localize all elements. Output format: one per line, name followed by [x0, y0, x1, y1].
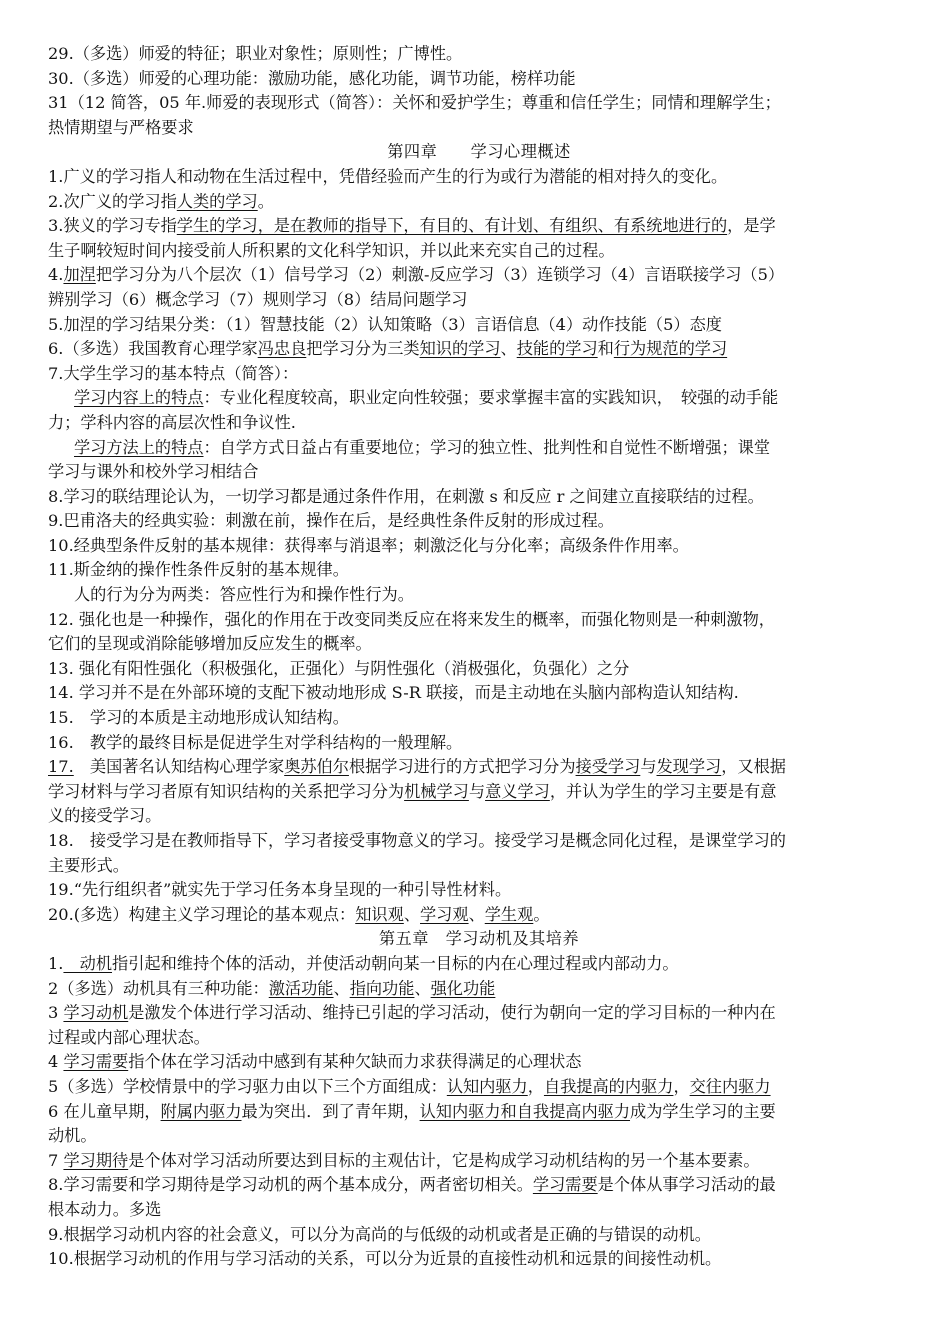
text-line: 3 学习动机是激发个体进行学习活动、维持已引起的学习活动，使行为朝向一定的学习目标的一种内在: [48, 1003, 776, 1023]
text-line: 9.根据学习动机内容的社会意义，可以分为高尚的与低级的动机或者是正确的与错误的动机。: [48, 1224, 711, 1244]
chapter-heading: 第四章 学习心理概述: [387, 142, 571, 162]
underlined-term: 发现学习: [656, 757, 722, 777]
underlined-term: 17.: [48, 757, 74, 777]
underlined-term: 认知内驱力: [446, 1076, 528, 1096]
underlined-term: 学习动机: [63, 1003, 129, 1023]
underlined-term: 附属内驱力: [160, 1101, 242, 1121]
chapter-heading: 第五章 学习动机及其培养: [378, 929, 580, 949]
text-line: 10.根据学习动机的作用与学习活动的关系，可以分为近景的直接性动机和远景的间接性动机。: [48, 1249, 722, 1269]
text-line: 12. 强化也是一种操作，强化的作用在于改变同类反应在将来发生的概率，而强化物则是一种刺激物，: [48, 609, 775, 629]
text-line: 3.狭义的学习专指学生的学习，是在教师的指导下，有目的、有计划、有组织、有系统地进行的，是学: [48, 216, 776, 236]
underlined-term: 指向功能: [349, 978, 415, 998]
underlined-term: 人类的学习: [176, 191, 258, 211]
text-line: 15. 学习的本质是主动地形成认知结构。: [48, 708, 349, 728]
text-line: 5（多选）学校情景中的学习驱力由以下三个方面组成：认知内驱力，自我提高的内驱力，交往内驱力: [48, 1076, 771, 1096]
underlined-term: 认知内驱力和自我提高内驱力: [419, 1101, 631, 1121]
underlined-term: 知识观: [355, 904, 404, 924]
text-line: 2（多选）动机具有三种功能：激活功能、指向功能、强化功能: [48, 978, 496, 998]
text-line: 4 学习需要指个体在学习活动中感到有某种欠缺而力求获得满足的心理状态: [48, 1052, 582, 1072]
text-line: 过程或内部心理状态。: [48, 1027, 210, 1047]
text-line: 4.加涅把学习分为八个层次（1）信号学习（2）刺激-反应学习（3）连锁学习（4）言语联接学习（5）: [48, 265, 785, 285]
text-line: 辨别学习（6）概念学习（7）规则学习（8）结局问题学习: [48, 289, 468, 309]
text-line: 5.加涅的学习结果分类：（1）智慧技能（2）认知策略（3）言语信息（4）动作技能（5）态度: [48, 314, 722, 334]
text-line: 学习材料与学习者原有知识结构的关系把学习分为机械学习与意义学习，并认为学生的学习主要是有意: [48, 781, 777, 801]
underlined-term: 学生观: [484, 904, 534, 924]
underlined-term: 学生的学习，是在教师的指导下，有目的、有计划、有组织、有系统地进行的: [176, 216, 728, 236]
text-line: 11.斯金纳的操作性条件反射的基本规律。: [48, 560, 349, 580]
text-line: 17. 美国著名认知结构心理学家奥苏伯尔根据学习进行的方式把学习分为接受学习与发现学习，又根据: [48, 757, 786, 777]
underlined-term: 交往内驱力: [689, 1076, 771, 1096]
text-line: 10.经典型条件反射的基本规律：获得率与消退率；刺激泛化与分化率；高级条件作用率。: [48, 535, 689, 555]
text-line: 31（12 简答，05 年.师爱的表现形式（简答）：关怀和爱护学生；尊重和信任学生；同情和理解学生；: [48, 93, 781, 113]
text-line: 热情期望与严格要求: [48, 117, 194, 137]
text-line: 14. 学习并不是在外部环境的支配下被动地形成 S-R 联接，而是主动地在头脑内部构造认知结构.: [48, 683, 739, 703]
text-line: 主要形式。: [48, 855, 129, 875]
text-line: 1. 动机指引起和维持个体的活动，并使活动朝向某一目标的内在心理过程或内部动力。: [48, 953, 679, 973]
underlined-term: 学习需要: [532, 1175, 598, 1195]
underlined-term: 技能的学习: [516, 339, 598, 359]
text-line: 人的行为分为两类：答应性行为和操作性行为。: [74, 585, 414, 605]
text-line: 动机。: [48, 1126, 97, 1146]
underlined-term: 行为规范的学习: [613, 339, 728, 359]
underlined-term: 学习观: [420, 904, 469, 924]
text-line: 29.（多选）师爱的特征；职业对象性；原则性；广博性。: [48, 44, 463, 63]
text-line: 19.“先行组织者”就实先于学习任务本身呈现的一种引导性材料。: [48, 880, 512, 900]
underlined-term: 强化功能: [430, 978, 496, 998]
underlined-term: 意义学习: [485, 781, 550, 801]
underlined-term: 接受学习: [575, 757, 641, 777]
text-line: 7.大学生学习的基本特点（简答）：: [48, 363, 299, 383]
text-line: 生子啊较短时间内接受前人所积累的文化科学知识，并以此来充实自己的过程。: [48, 240, 615, 260]
text-line: 6.（多选）我国教育心理学家冯忠良把学习分为三类知识的学习、技能的学习和行为规范的学习: [48, 339, 728, 359]
underlined-term: 机械学习: [404, 781, 469, 801]
text-line: 学习内容上的特点：专业化程度较高，职业定向性较强；要求掌握丰富的实践知识， 较强的动手能: [74, 388, 779, 408]
underlined-term: 激活功能: [268, 978, 334, 998]
text-line: 8.学习需要和学习期待是学习动机的两个基本成分，两者密切相关。学习需要是个体从事学习活动的最: [48, 1175, 776, 1195]
text-line: 6 在儿童早期，附属内驱力最为突出．到了青年期，认知内驱力和自我提高内驱力成为学生学习的主要: [48, 1101, 776, 1121]
document-page: [48, 42, 910, 1272]
text-line: 18. 接受学习是在教师指导下，学习者接受事物意义的学习。接受学习是概念同化过程，是课堂学习的: [48, 831, 786, 850]
text-line: 力；学科内容的高层次性和争议性.: [48, 412, 296, 432]
text-line: 9.巴甫洛夫的经典实验：刺激在前，操作在后，是经典性条件反射的形成过程。: [48, 511, 614, 531]
underlined-term: 学习需要: [63, 1052, 129, 1072]
text-line: 1.广义的学习指人和动物在生活过程中，凭借经验而产生的行为或行为潜能的相对持久的变化。: [48, 166, 728, 186]
text-line: 20.(多选）构建主义学习理论的基本观点：知识观、学习观、学生观。: [48, 904, 550, 924]
underlined-term: 冯忠良: [257, 339, 307, 359]
underlined-term: 学习期待: [63, 1150, 129, 1170]
text-line: 16. 教学的最终目标是促进学生对学科结构的一般理解。: [48, 732, 463, 752]
text-line: 30.（多选）师爱的心理功能：激励功能，感化功能，调节功能，榜样功能: [48, 68, 576, 88]
text-line: 2.次广义的学习指人类的学习。: [48, 191, 274, 211]
text-line: 8.学习的联结理论认为，一切学习都是通过条件作用，在刺激 s 和反应 r 之间建立直接联结的过程。: [48, 486, 764, 506]
underlined-term: 学习内容上的特点: [74, 388, 204, 408]
text-line: 学习方法上的特点：自学方式日益占有重要地位；学习的独立性、批判性和自觉性不断增强；课堂: [74, 437, 771, 457]
underlined-term: 加涅: [63, 265, 96, 285]
text-line: 13. 强化有阳性强化（积极强化，正强化）与阴性强化（消极强化，负强化）之分: [48, 658, 630, 678]
text-line: 7 学习期待是个体对学习活动所要达到目标的主观估计，它是构成学习动机结构的另一个基本要素。: [48, 1150, 760, 1170]
text-line: 学习与课外和校外学习相结合: [48, 462, 259, 482]
underlined-term: 奥苏伯尔: [284, 757, 349, 777]
text-line: 义的接受学习。: [48, 806, 162, 826]
underlined-term: 知识的学习: [419, 339, 501, 359]
underlined-term: 学习方法上的特点: [74, 437, 204, 457]
underlined-term: 动机: [63, 953, 113, 973]
text-line: 根本动力。多选: [48, 1199, 162, 1219]
text-line: 它们的呈现或消除能够增加反应发生的概率。: [48, 634, 372, 654]
underlined-term: 自我提高的内驱力: [543, 1076, 674, 1096]
